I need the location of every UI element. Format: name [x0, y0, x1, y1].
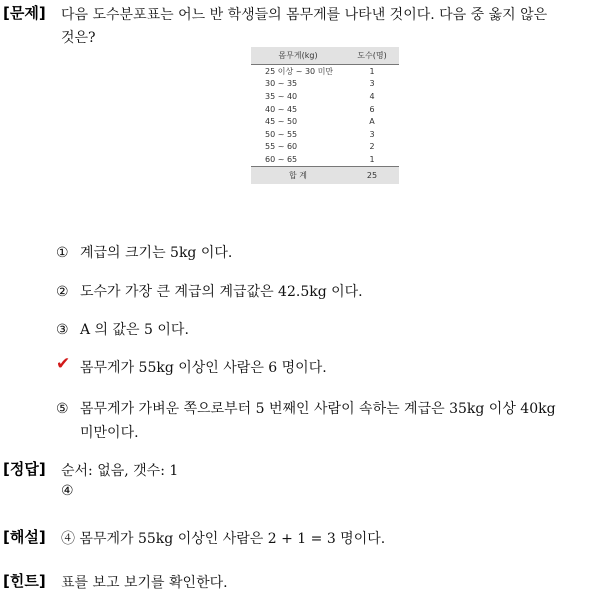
- table-row: [251, 153, 399, 166]
- option-1[interactable]: [56, 242, 232, 262]
- table-row: [251, 128, 399, 141]
- option-text: A 의 값은 5 이다.: [80, 322, 189, 338]
- table-row: [251, 115, 399, 128]
- option-text: 계급의 크기는 5kg 이다.: [80, 245, 233, 261]
- option-number: ①: [56, 245, 69, 261]
- total-value: 25: [345, 166, 399, 184]
- hint-label: [힌트]: [3, 572, 46, 590]
- option-number: ⑤: [56, 401, 69, 417]
- hint-text: 표를 보고 보기를 확인한다.: [61, 575, 228, 591]
- class-interval: 30 ~ 35: [265, 79, 298, 89]
- class-interval: 45 ~ 50: [265, 117, 298, 127]
- option-text: 몸무게가 55kg 이상인 사람은 6 명이다.: [80, 360, 327, 376]
- frequency: 4: [369, 91, 375, 101]
- table-total-row: [251, 166, 399, 184]
- explanation-text: ④ 몸무게가 55kg 이상인 사람은 2 + 1 = 3 명이다.: [61, 531, 386, 547]
- option-5-continuation: 미만이다.: [80, 425, 139, 441]
- table-row: [251, 103, 399, 116]
- option-2[interactable]: [56, 281, 363, 301]
- explanation-label: [해설]: [3, 528, 46, 546]
- checkmark-icon: ✔: [56, 354, 71, 374]
- option-number: ③: [56, 322, 69, 338]
- option-text: 몸무게가 가벼운 쪽으로부터 5 번째인 사람이 속하는 계급은 35kg 이상 40kg: [80, 401, 556, 417]
- class-interval: 35 ~ 40: [265, 91, 298, 101]
- total-label: 합 계: [251, 166, 345, 184]
- class-interval: 50 ~ 55: [265, 129, 298, 139]
- frequency: A: [369, 117, 375, 127]
- frequency: 1: [369, 66, 375, 76]
- table-header-frequency: 도수(명): [345, 47, 399, 65]
- frequency: 6: [369, 104, 375, 114]
- table-row: [251, 65, 399, 78]
- class-interval: 60 ~ 65: [265, 154, 298, 164]
- option-number: ②: [56, 284, 69, 300]
- question-text-line2: 것은?: [61, 30, 96, 46]
- frequency: 1: [369, 154, 375, 164]
- table-row: [251, 78, 399, 91]
- class-interval: 25 이상 ~ 30 미만: [265, 66, 334, 76]
- answer-label: [정답]: [3, 460, 46, 478]
- class-interval: 55 ~ 60: [265, 142, 298, 152]
- question-text-line1: 다음 도수분포표는 어느 반 학생들의 몸무게를 나타낸 것이다. 다음 중 옳지 않은: [61, 7, 548, 23]
- frequency: 2: [369, 142, 375, 152]
- table-row: [251, 141, 399, 154]
- frequency: 3: [369, 129, 375, 139]
- option-4[interactable]: [56, 357, 327, 377]
- question-label: [문제]: [3, 4, 46, 22]
- option-text: 도수가 가장 큰 계급의 계급값은 42.5kg 이다.: [80, 284, 363, 300]
- table-row: [251, 90, 399, 103]
- answer-value: ④: [61, 483, 74, 499]
- answer-meta: 순서: 없음, 갯수: 1: [61, 463, 179, 479]
- option-5[interactable]: [56, 398, 556, 418]
- option-3[interactable]: [56, 319, 189, 339]
- frequency: 3: [369, 79, 375, 89]
- class-interval: 40 ~ 45: [265, 104, 298, 114]
- frequency-table: [251, 47, 399, 184]
- table-header-weight: 몸무게(kg): [251, 47, 345, 65]
